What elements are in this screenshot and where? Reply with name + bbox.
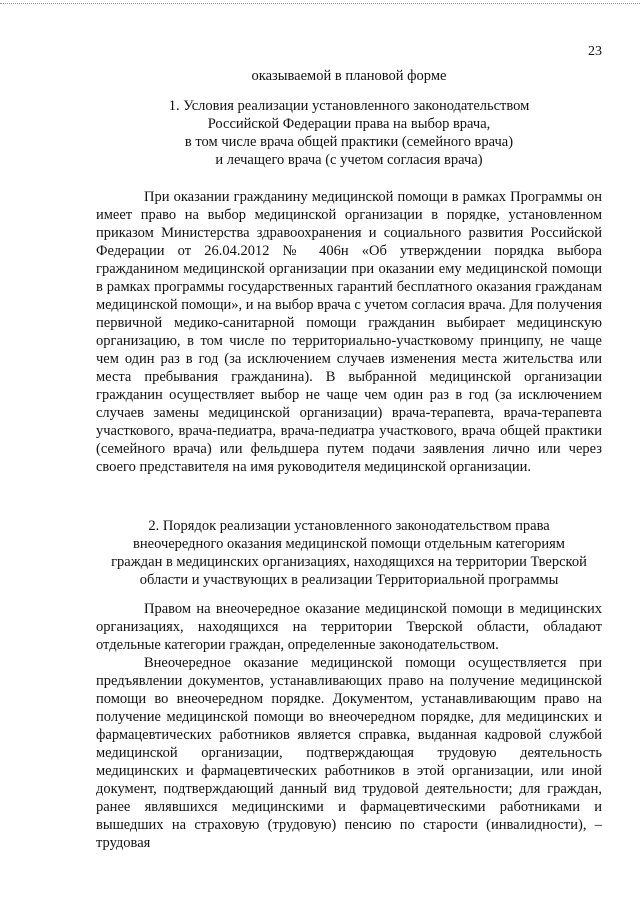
section-2-paragraph-2: Внеочередное оказание медицинской помощи осуществляется при предъявлении документов, устанавливающих право на получение медицинской помощи во внеочередном порядке. Документом, устанавливающим право на получение медицинской помощи во внеочередном порядке, для медицинских и фармацевтических работников является справка, выданная кадровой службой медицинской организации, подтверждающая трудовую деятельность медицинских и фармацевтических работников в этой организации, или иной документ, подтверждающий данный вид трудовой деятельности; для граждан, ранее являвшихся медицинскими и фармацевтическими работниками и вышедших на страховую (трудовую) пенсию по старости (инвалидности), – трудовая xyxy=(96,655,602,851)
section-1-heading: 1. Условия реализации установленного законодательством Российской Федерации права на выбор врача, в том числе врача общей практики (семейного врача) и лечащего врача (с учетом согласия врача) xyxy=(168,98,530,168)
section-2-paragraph-1: Правом на внеочередное оказание медицинской помощи в медицинских организациях, находящихся на территории Тверской области, обладают отдельные категории граждан, определенные законодательством. xyxy=(96,601,602,653)
section-1-paragraph: При оказании гражданину медицинской помощи в рамках Программы он имеет право на выбор медицинской организации в порядке, установленном приказом Министерства здравоохранения и социального развития Российской Федерации от 26.04.2012 № 406н «Об утверждении порядка выбора гражданином медицинской организации при оказании ему медицинской помощи в рамках программы государственных гарантий бесплатного оказания гражданам медицинской помощи», и на выбор врача с учетом согласия врача. Для получения первичной медико-санитарной помощи гражданин выбирает медицинскую организацию, в том числе по территориально-участковому принципу, не чаще чем один раз в год (за исключением случаев изменения места жительства или места пребывания гражданина). В выбранной медицинской организации гражданин осуществляет выбор не чаще чем один раз в год (за исключением случаев замены медицинской организации) врача-терапевта, врача-терапевта участкового, врача-педиатра, врача-педиатра участкового, врача общей практики (семейного врача) или фельдшера путем подачи заявления лично или через своего представителя на имя руководителя медицинской организации. xyxy=(96,189,602,475)
section-2-heading: 2. Порядок реализации установленного законодательством права внеочередного оказания медицинской помощи отдельным категориям граждан в медицинских организациях, находящихся на территории Тверской области и участвующих в реализации Территориальной программы xyxy=(111,518,587,588)
continued-title-line: оказываемой в плановой форме xyxy=(251,68,447,84)
scan-edge-line xyxy=(0,3,640,4)
page-number: 23 xyxy=(588,44,602,59)
